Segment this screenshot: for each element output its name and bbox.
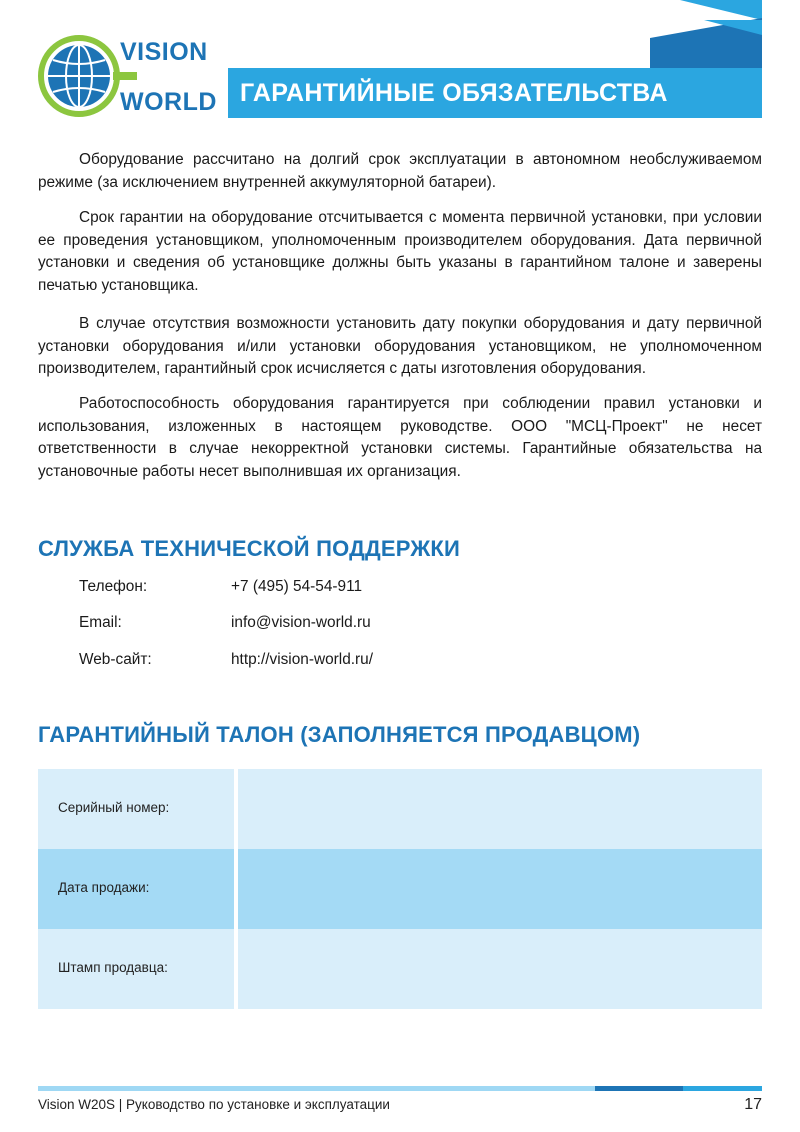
email-link[interactable]: info@vision-world.ru: [231, 614, 371, 631]
page-title: ГАРАНТИЙНЫЕ ОБЯЗАТЕЛЬСТВА: [240, 79, 668, 107]
paragraph-1: Оборудование рассчитано на долгий срок эксплуатации в автономном необслуживаемом режиме (за исключением внутренней аккумуляторной батареи).: [38, 151, 762, 191]
paragraph-3: В случае отсутствия возможности установить дату покупки оборудования и дату первичной установки оборудования и/или установки оборудования установщиком, не уполномоченном производителем, гарантийный срок исчисляется с даты изготовления оборудования.: [38, 315, 762, 377]
paragraph-4: Работоспособность оборудования гарантируется при соблюдении правил установки и использования, изложенных в настоящем руководстве. ООО "МСЦ-Проект" не несет ответственности в случае некорректной установки системы. Гарантийные обязательства на установочные работы несет выполнившая их организация.: [38, 395, 762, 480]
warranty-card-title: ГАРАНТИЙНЫЙ ТАЛОН (ЗАПОЛНЯЕТСЯ ПРОДАВЦОМ): [38, 722, 641, 747]
seller-stamp-field[interactable]: [238, 929, 762, 1009]
phone-label: Телефон:: [79, 578, 148, 595]
sale-date-field[interactable]: [238, 849, 762, 929]
ribbon-decoration: [640, 0, 762, 70]
paragraph-2: Срок гарантии на оборудование отсчитывается с момента первичной установки, при условии ее проведения установщиком, уполномоченным производителем оборудования. Дата первичной установки и сведения об установщике должны быть указаны в гарантийном талоне и заверены печатью установщика.: [38, 209, 762, 294]
table-row: [38, 929, 762, 1009]
email-label: Email:: [79, 614, 122, 631]
warranty-card-table: [38, 769, 762, 1009]
footer-accent-light: [683, 1086, 762, 1091]
seller-stamp-label: Штамп продавца:: [58, 960, 168, 975]
website-label: Web-сайт:: [79, 651, 152, 668]
logo-text-vision: VISION: [120, 38, 208, 66]
table-row: [38, 769, 762, 849]
page-number: 17: [744, 1096, 762, 1113]
footer-text: Vision W20S | Руководство по установке и эксплуатации: [38, 1097, 390, 1112]
logo-text-world: WORLD: [120, 88, 217, 116]
phone-value[interactable]: +7 (495) 54-54-911: [231, 578, 363, 595]
sale-date-label: Дата продажи:: [58, 880, 150, 895]
table-row: [38, 849, 762, 929]
serial-number-field[interactable]: [238, 769, 762, 849]
serial-number-label: Серийный номер:: [58, 800, 170, 815]
website-link[interactable]: http://vision-world.ru/: [231, 651, 373, 668]
support-section-title: СЛУЖБА ТЕХНИЧЕСКОЙ ПОДДЕРЖКИ: [38, 536, 461, 561]
